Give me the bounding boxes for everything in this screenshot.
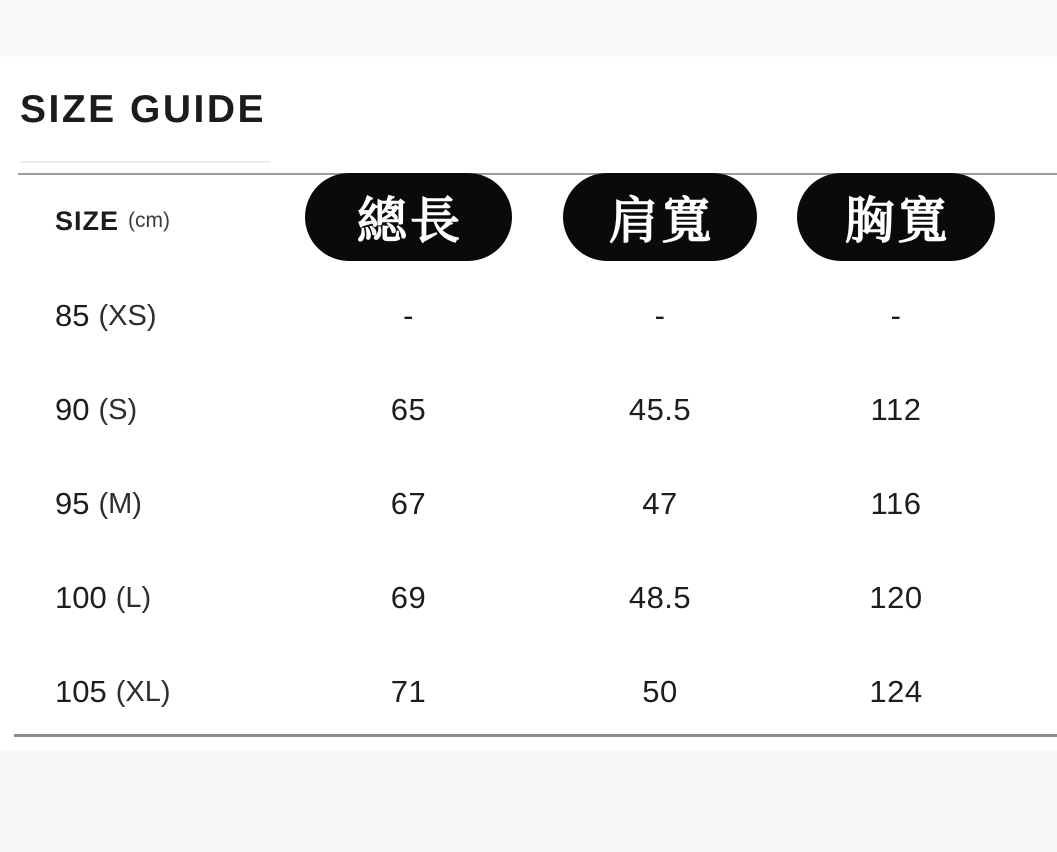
page-title: SIZE GUIDE	[20, 88, 267, 131]
column-header-pill-shoulder-width: 肩寬	[563, 173, 757, 261]
table-cell: 112	[870, 392, 922, 427]
top-band	[0, 0, 1057, 57]
size-value: 85	[55, 298, 90, 333]
size-value: 90	[55, 392, 90, 427]
table-bottom-rule	[14, 734, 1057, 737]
size-column-label: SIZE	[55, 205, 120, 236]
size-column-header	[0, 177, 305, 265]
table-cell: 50	[642, 674, 678, 709]
fit-label: (M)	[98, 487, 142, 520]
column-header-pill-chest-width: 胸寬	[797, 173, 995, 261]
table-cell: 116	[870, 486, 922, 521]
table-row-label	[0, 363, 305, 457]
table-row-label	[0, 645, 305, 739]
table-row-label	[0, 457, 305, 551]
size-value: 100	[55, 580, 107, 615]
table-cell: 124	[869, 674, 923, 709]
fit-label: (XS)	[98, 299, 157, 332]
table-row-label	[0, 269, 305, 363]
size-value: 105	[55, 674, 107, 709]
table-cell: -	[403, 298, 414, 333]
bottom-band	[0, 750, 1057, 852]
table-cell: 48.5	[628, 580, 692, 615]
fit-label: (S)	[98, 393, 138, 426]
table-cell: 45.5	[628, 392, 692, 427]
table-cell: 47	[642, 486, 678, 521]
faint-divider	[20, 161, 270, 163]
unit-label: (cm)	[128, 209, 170, 232]
table-cell: 65	[390, 392, 427, 427]
table-cell: 71	[390, 674, 427, 709]
table-cell: 69	[390, 580, 427, 615]
table-cell: -	[654, 298, 666, 333]
table-cell: 67	[390, 486, 427, 521]
table-row-label	[0, 551, 305, 645]
size-value: 95	[55, 486, 90, 521]
table-cell: 120	[869, 580, 923, 615]
column-header-pill-total-length: 總長	[305, 173, 512, 261]
table-cell: -	[890, 298, 902, 333]
size-table	[0, 175, 1057, 733]
fit-label: (L)	[115, 581, 152, 614]
fit-label: (XL)	[115, 675, 171, 708]
